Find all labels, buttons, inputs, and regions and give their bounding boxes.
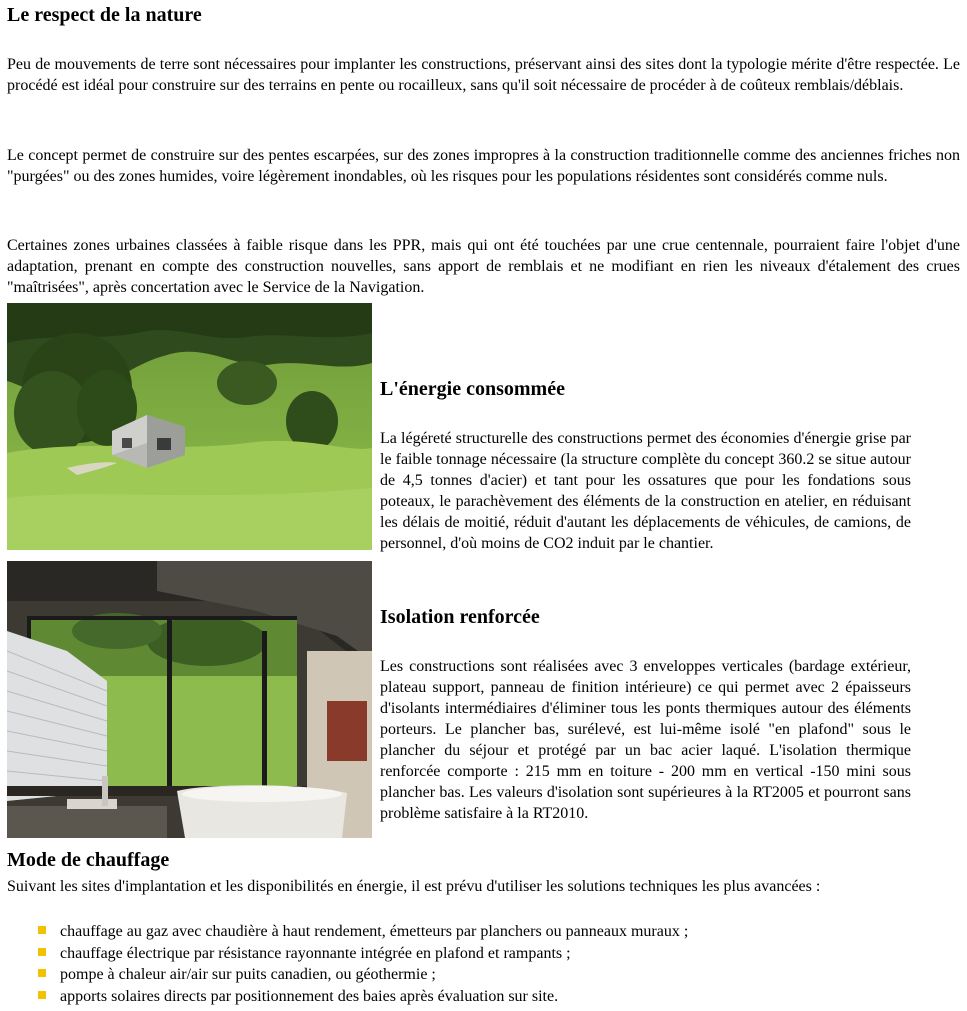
bullet-square-icon xyxy=(38,948,46,956)
paragraph-respect-2: Le concept permet de construire sur des pentes escarpées, sur des zones impropres à la construction traditionnelle comme des anciennes friches non "purgées" ou des zones humides, voire légèrement inondables, où les risques pour les populations résidentes sont considérés comme nuls. xyxy=(7,147,960,185)
paragraph-respect-1: Peu de mouvements de terre sont nécessaires pour implanter les constructions, préservant ainsi des sites dont la typologie mérite d'être respectée. Le procédé est idéal pour construire sur des terrains en pente ou rocailleux, sans qu'il soit nécessaire de procéder à de coûteux remblais/déblais. xyxy=(7,56,960,94)
list-item xyxy=(7,921,960,943)
interior-bathroom-photo xyxy=(7,561,372,838)
list-item-text: chauffage au gaz avec chaudière à haut rendement, émetteurs par planchers ou panneaux muraux ; xyxy=(60,923,689,940)
list-item xyxy=(7,964,960,986)
list-item xyxy=(7,986,960,1008)
list-item-text: chauffage électrique par résistance rayonnante intégrée en plafond et rampants ; xyxy=(60,944,571,962)
paragraph-respect-3: Certaines zones urbaines classées à faible risque dans les PPR, mais qui ont été touchées par une crue centennale, pourraient faire l'objet d'une adaptation, prenant en compte des construction nouvelles, sans apport de remblais et ne modifiant en rien les niveaux d'étalement des crues "maîtrisées", après concertation avec le Service de la Navigation. xyxy=(7,237,960,296)
heating-options-list xyxy=(7,921,960,1007)
bullet-square-icon xyxy=(38,926,46,934)
bullet-square-icon xyxy=(38,969,46,977)
house-hillside-photo xyxy=(7,303,372,550)
paragraph-isolation: Les constructions sont réalisées avec 3 enveloppes verticales (bardage extérieur, plateau support, panneau de finition intérieure) ce qui permet avec 2 épaisseurs d'isolants intermédiaires d'éliminer tous les ponts thermiques autour des éléments porteurs. Le plancher bas, surélevé, est lui-même isolé "en plafond" sous le plancher du séjour et protégé par un bac acier laqué. L'isolation thermique renforcée comporte : 215 mm en toiture - 200 mm en vertical -150 mini sous plancher bas. Les valeurs d'isolation sont supérieures à la RT2005 et pourront sans problème satisfaire à la RT2010. xyxy=(380,658,911,822)
paragraph-energie: La légéreté structurelle des constructions permet des économies d'énergie grise par le faible tonnage nécessaire (la structure complète du concept 360.2 se situe autour de 4,5 tonnes d'acier) et tant pour les ossatures que pour les fondations sous poteaux, le parachèvement des éléments de la construction en atelier, en réduisant les délais de moitié, réduit d'autant les déplacements de véhicules, de camions, de personnel, d'où moins de CO2 induit par le chantier. xyxy=(380,430,911,552)
section-title-respect: Le respect de la nature xyxy=(7,4,202,26)
section-title-energie: L'énergie consommée xyxy=(380,378,565,400)
section-title-isolation: Isolation renforcée xyxy=(380,606,540,628)
bullet-square-icon xyxy=(38,991,46,999)
section-title-chauffage: Mode de chauffage xyxy=(7,849,170,871)
paragraph-chauffage-intro: Suivant les sites d'implantation et les disponibilités en énergie, il est prévu d'utiliser les solutions techniques les plus avancées : xyxy=(7,878,821,895)
list-item-text: pompe à chaleur air/air sur puits canadien, ou géothermie ; xyxy=(60,966,436,983)
list-item-text: apports solaires directs par positionnement des baies après évaluation sur site. xyxy=(60,987,559,1005)
list-item xyxy=(7,943,960,965)
